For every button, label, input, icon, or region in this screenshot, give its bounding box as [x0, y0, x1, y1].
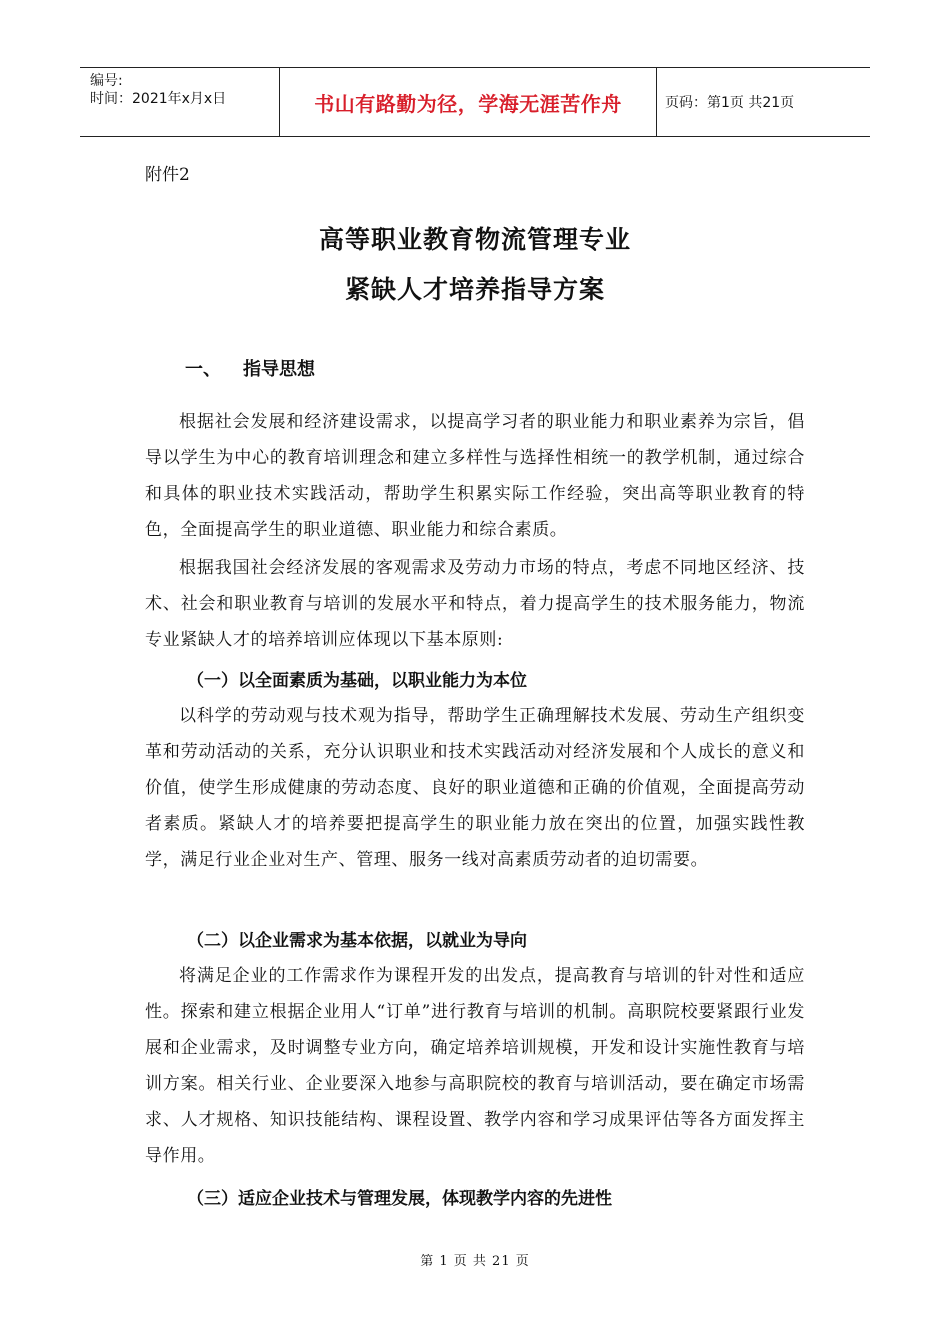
paragraph-3: 以科学的劳动观与技术观为指导，帮助学生正确理解技术发展、劳动生产组织变革和劳动活动的关系，充分认识职业和技术实践活动对经济发展和个人成长的意义和价值，使学生形成健康的劳动态度、良好的职业道德和正确的价值观，全面提高劳动者素质。紧缺人才的培养要把提高学生的职业能力放在突出的位置，加强实践性教学，满足行业企业对生产、管理、服务一线对高素质劳动者的迫切需要。 [145, 706, 805, 870]
header-page-info: 页码：第1页 共21页 [665, 95, 795, 111]
subheading-3: （三）适应企业技术与管理发展，体现教学内容的先进性 [187, 1189, 612, 1209]
section-number: 一、 [185, 359, 221, 380]
paragraph-2: 根据我国社会经济发展的客观需求及劳动力市场的特点，考虑不同地区经济、技术、社会和职业教育与培训的发展水平和特点，着力提高学生的技术服务能力，物流专业紧缺人才的培养培训应体现以下基本原则: [145, 558, 805, 650]
header-motto: 书山有路勤为径，学海无涯苦作舟 [280, 68, 657, 136]
section-heading [185, 355, 315, 381]
subheading-1: （一）以全面素质为基础，以职业能力为本位 [187, 671, 527, 691]
page-footer: 第 1 页 共 21 页 [420, 1254, 530, 1269]
number-label: 编号: [90, 73, 123, 89]
document-title-line1: 高等职业教育物流管理专业 [318, 225, 631, 254]
subheading-2: （二）以企业需求为基本依据，以就业为导向 [187, 931, 527, 951]
section-title: 指导思想 [243, 359, 315, 380]
document-title-line2: 紧缺人才培养指导方案 [344, 275, 605, 304]
page-header [80, 67, 870, 137]
time-label: 时间：2021年x月x日 [90, 91, 227, 107]
paragraph-1: 根据社会发展和经济建设需求，以提高学习者的职业能力和职业素养为宗旨，倡导以学生为中心的教育培训理念和建立多样性与选择性相统一的教学机制，通过综合和具体的职业技术实践活动，帮助学生积累实际工作经验，突出高等职业教育的特色，全面提高学生的职业道德、职业能力和综合素质。 [145, 412, 805, 540]
header-meta [80, 68, 280, 136]
attachment-label: 附件2 [145, 165, 190, 185]
paragraph-4: 将满足企业的工作需求作为课程开发的出发点，提高教育与培训的针对性和适应性。探索和建立根据企业用人“订单”进行教育与培训的机制。高职院校要紧跟行业发展和企业需求，及时调整专业方向，确定培养培训规模，开发和设计实施性教育与培训方案。相关行业、企业要深入地参与高职院校的教育与培训活动，要在确定市场需求、人才规格、知识技能结构、课程设置、教学内容和学习成果评估等各方面发挥主导作用。 [145, 966, 805, 1166]
